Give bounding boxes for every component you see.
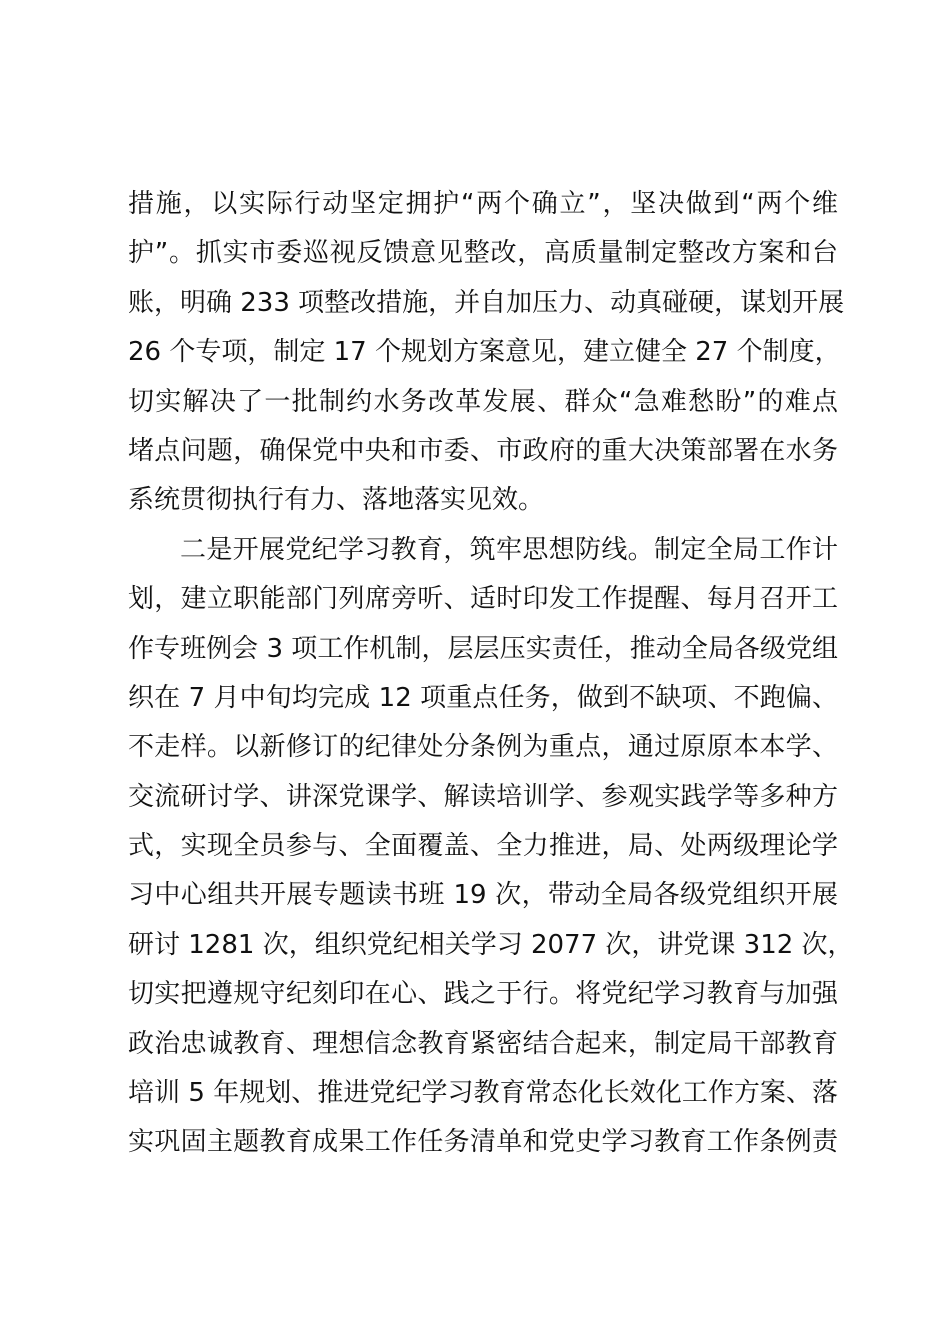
text-line: 实巩固主题教育成果工作任务清单和党史学习教育工作条例责 bbox=[128, 1127, 838, 1158]
text-line: 织在 7 月中旬均完成 12 项重点任务，做到不缺项、不跑偏、 bbox=[128, 682, 838, 713]
text-line: 堵点问题，确保党中央和市委、市政府的重大决策部署在水务 bbox=[128, 435, 838, 466]
text-line: 交流研讨学、讲深党课学、解读培训学、参观实践学等多种方 bbox=[128, 781, 838, 812]
text-line: 账，明确 233 项整改措施，并自加压力、动真碰硬，谋划开展 bbox=[128, 287, 845, 318]
text-line: 护”。抓实市委巡视反馈意见整改，高质量制定整改方案和台 bbox=[128, 238, 838, 269]
text-line: 不走样。以新修订的纪律处分条例为重点，通过原原本本学、 bbox=[128, 732, 838, 763]
paragraph-1 bbox=[128, 180, 845, 526]
text-line: 式，实现全员参与、全面覆盖、全力推进，局、处两级理论学 bbox=[128, 831, 838, 862]
text-line: 26 个专项，制定 17 个规划方案意见，建立健全 27 个制度， bbox=[128, 337, 841, 368]
text-line: 培训 5 年规划、推进党纪学习教育常态化长效化工作方案、落 bbox=[128, 1078, 838, 1109]
text-line: 习中心组共开展专题读书班 19 次，带动全局各级党组织开展 bbox=[128, 880, 838, 911]
text-line: 二是开展党纪学习教育，筑牢思想防线。制定全局工作计 bbox=[180, 534, 838, 565]
body-text bbox=[128, 180, 854, 1168]
text-line: 作专班例会 3 项工作机制，层层压实责任，推动全局各级党组 bbox=[128, 633, 838, 664]
text-line: 研讨 1281 次，组织党纪相关学习 2077 次，讲党课 312 次， bbox=[128, 929, 854, 960]
text-line: 切实把遵规守纪刻印在心、践之于行。将党纪学习教育与加强 bbox=[128, 979, 838, 1010]
text-line: 措施，以实际行动坚定拥护“两个确立”，坚决做到“两个维 bbox=[128, 189, 838, 219]
paragraph-2 bbox=[128, 526, 854, 1168]
text-line: 切实解决了一批制约水务改革发展、群众“急难愁盼”的难点 bbox=[128, 386, 838, 417]
text-line: 划，建立职能部门列席旁听、适时印发工作提醒、每月召开工 bbox=[128, 584, 838, 615]
text-line: 政治忠诚教育、理想信念教育紧密结合起来，制定局干部教育 bbox=[128, 1028, 838, 1059]
text-line: 系统贯彻执行有力、落地落实见效。 bbox=[128, 485, 545, 516]
